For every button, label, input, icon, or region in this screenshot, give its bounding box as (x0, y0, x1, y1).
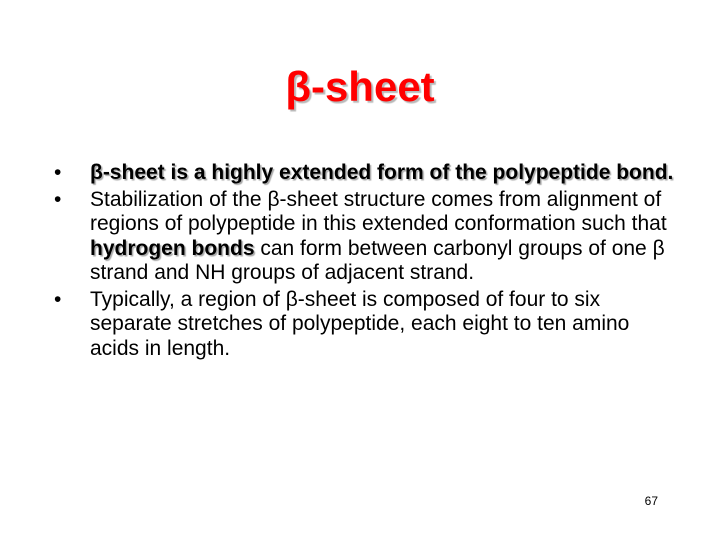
bullet-item-2 (54, 188, 674, 286)
bullet-2-emphasis: hydrogen bonds (90, 236, 255, 260)
bullet-item-3 (54, 288, 674, 362)
bullet-2-text-end: can form between carbonyl groups of one β strand and NH groups of adjacent strand. (90, 236, 665, 284)
page-number: 67 (644, 494, 658, 508)
bullet-1-text: β-sheet is a highly extended form of the polypeptide bond. (90, 161, 674, 184)
bullet-dot: • (54, 287, 62, 311)
slide-title: β-sheet (285, 63, 435, 110)
bullet-list (54, 161, 674, 363)
bullet-item-1 (54, 161, 674, 186)
bullet-2-text-start: Stabilization of the β-sheet structure comes from alignment of regions of polypeptide in this extended conformation such that (90, 187, 667, 235)
bullet-dot: • (54, 161, 62, 184)
bullet-dot: • (54, 187, 62, 211)
bullet-3-text: Typically, a region of β-sheet is composed of four to six separate stretches of polypeptide, each eight to ten amino acids in length. (90, 287, 630, 360)
